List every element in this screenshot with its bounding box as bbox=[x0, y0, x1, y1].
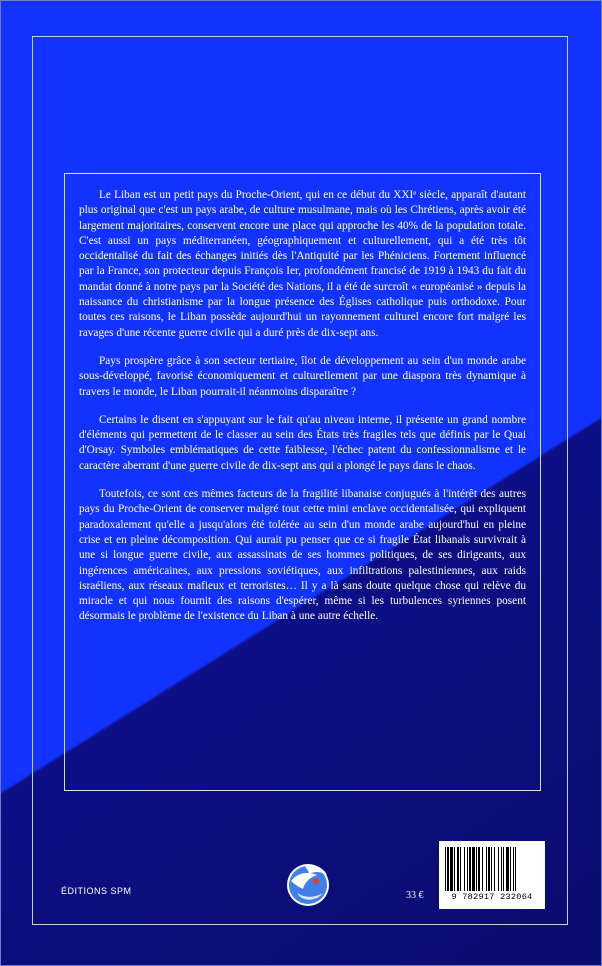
barcode-bar bbox=[476, 847, 477, 891]
barcode-bars bbox=[445, 847, 539, 891]
barcode-bar bbox=[445, 847, 446, 891]
globe-bird-logo-icon bbox=[283, 859, 333, 909]
barcode-bar bbox=[457, 847, 459, 891]
barcode-bar bbox=[447, 847, 449, 891]
blurb-paragraph-4: Toutefois, ce sont ces mêmes facteurs de la fragilité libanaise conjugués à l'intérêt des autres pays du Proche-Orient de conserver malgré tout cette mini enclave occidentalisée, qui expliquent paradoxalement qu'elle a jusqu'alors été tolérée au sein d'un monde arabe aujourd'hui en pleine crise et en pleine décomposition. Qui aurait pu penser que ce si fragile État libanais survivrait à une si longue guerre civile, aux assassinats de ses hommes politiques, de ses dirigeants, aux ingérences américaines, aux pressions soviétiques, aux infiltrations palestiniennes, aux raids israéliens, aux réseaux mafieux et terroristes… Il y a là sans doute quelque chose qui relève du miracle et qui nous fournit des raisons d'espérer, même si les turbulences syriennes posent désormais le problème de l'existence du Liban à une autre échelle. bbox=[79, 488, 526, 623]
barcode-bar bbox=[501, 847, 502, 891]
barcode-bar bbox=[450, 847, 453, 891]
isbn-barcode bbox=[439, 841, 545, 909]
barcode-bar bbox=[494, 847, 495, 891]
barcode-bar bbox=[478, 847, 480, 891]
publisher-name: ÉDITIONS SPM bbox=[61, 886, 132, 896]
barcode-bar bbox=[469, 847, 471, 891]
barcode-bar bbox=[460, 847, 461, 891]
barcode-bar bbox=[488, 847, 490, 891]
isbn-number: 9 782917 232064 bbox=[451, 892, 533, 902]
barcode-bar bbox=[513, 847, 514, 891]
barcode-bar bbox=[482, 847, 483, 891]
barcode-bar bbox=[472, 847, 475, 891]
barcode-bar bbox=[510, 847, 511, 891]
price-label: 33 € bbox=[406, 890, 424, 901]
blurb-paragraph-3: Certains le disent en s'appuyant sur le fait qu'au niveau interne, il présente un grand nombre d'éléments qui permettent de le classer au sein des États très fragiles tels que définis par le Quai d'Orsay. Symboles emblématiques de cette faiblesse, l'échec patent du confessionnalisme et le caractère aberrant d'une guerre civile de dix-sept ans qui a plongé le pays dans le chaos. bbox=[79, 413, 526, 472]
barcode-bar bbox=[503, 847, 504, 891]
barcode-bar bbox=[491, 847, 492, 891]
blurb-paragraph-2: Pays prospère grâce à son secteur tertiaire, îlot de développement au sein d'un monde arabe sous-développé, favorisé économiquement et culturellement par une diaspora très dynamique à travers le monde, le Liban pourrait-il néanmoins disparaître ? bbox=[79, 354, 526, 398]
barcode-bar bbox=[454, 847, 455, 891]
blurb-panel bbox=[64, 173, 541, 791]
barcode-bar bbox=[464, 847, 465, 891]
barcode-bar bbox=[515, 847, 516, 891]
barcode-bar bbox=[498, 847, 499, 891]
barcode-bar bbox=[506, 847, 509, 891]
blurb-paragraph-1: Le Liban est un petit pays du Proche-Orient, qui en ce début du XXIᵉ siècle, apparaît d'autant plus original que c'est un pays arabe, de culture musulmane, mais où les Chrétiens, après avoir été largement majoritaires, conservent encore une place qui approche les 40% de la population totale. C'est aussi un pays méditerranéen, géographiquement et culturellement, qui a été très tôt occidentalisé du fait des échanges initiés dès l'Antiquité par les Phéniciens. Fortement influencé par la France, son protecteur depuis François Ier, profondément francisé de 1919 à 1943 du fait du mandat donné à notre pays par la Société des Nations, il a été de surcroît « européanisé » depuis la naissance du christianisme par la longue présence des Églises catholique puis orthodoxe. Pour toutes ces raisons, le Liban possède aujourd'hui un rayonnement culturel encore fort malgré les ravages d'une récente guerre civile qui a duré près de dix-sept ans. bbox=[79, 189, 526, 339]
barcode-bar bbox=[486, 847, 487, 891]
barcode-bar bbox=[467, 847, 468, 891]
